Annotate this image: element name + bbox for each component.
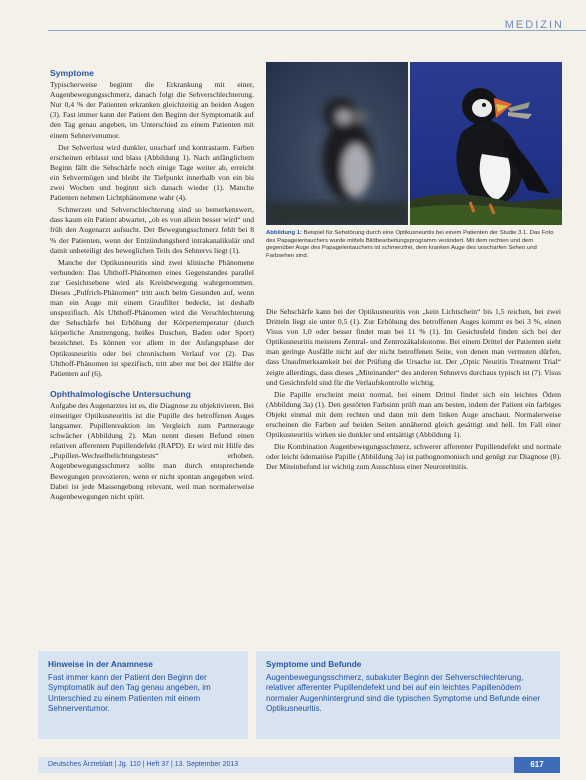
caption-label: Abbildung 1: bbox=[266, 230, 302, 236]
heading-symptome: Symptome bbox=[50, 68, 94, 78]
figure-1 bbox=[266, 62, 562, 225]
paragraph: Die Sehschärfe kann bei der Optikusneuritis von „kein Lichtschein“ bis 1,5 reichen, bei zwei Dritteln liegt sie unter 0,5 (1). Zur Erhöhung des betroffenen Auges kommt es bei 3 %, einen Visus von 1,0 oder besser findet man bei 11 % (1). Im Gesichtsfeld finden sich bei der Optikusneuritis meistens Zentral- und Zentrozäkalskotome. Bei einem Drittel der Patienten sieht man geringe Ausfälle nicht auf der nicht betroffenen Seite, von denen man vermuten dürfen, dass Unaufmerksamkeit bei der Prüfung die Ursache ist. Der „Optic Neuritis Treatment Trial“ zeigte allerdings, dass dieses „Miteinander“ des anderen Sehnervs durchaus typisch ist (7). Visus und Gesichtsfeld sind für die Verlaufskontrolle wichtig. bbox=[266, 307, 561, 387]
paragraph: Die Papille erscheint meist normal, bei einem Drittel findet sich ein leichtes Ödem (Abbildung 3a) (1). Den gestörten Farbsinn prüft man am besten, indem der Patient ein farbiges Objekt einmal mit dem rechten und dann mit dem linken Auge anschaut. Normalerweise erscheinen die Farben auf beiden Seiten annähernd gleich gesättigt und hell. Im Fall einer Optikusneuritis wirken sie dunkler und entsättigt (Abbildung 1). bbox=[266, 389, 561, 440]
page-number: 617 bbox=[514, 757, 560, 773]
info-box-title: Hinweise in der Anamnese bbox=[48, 659, 153, 669]
paragraph: Schmerzen und Sehverschlechterung sind so bemerkenswert, dass kaum ein Patient abwartet, „ob es von allein besser wird“ und früh den Augenarzt aufsucht. Der Bewegungsschmerz fehlt bei 8 % der Patienten, wenn der Entzündungsherd intrakanalikulär und damit unbeteiligt des beweglichen Teils des Sehnervs liegt (1). bbox=[50, 205, 254, 255]
blurred-puffin-photo bbox=[266, 62, 408, 225]
left-column bbox=[50, 68, 254, 504]
page-footer bbox=[38, 757, 560, 773]
info-box-befunde bbox=[256, 651, 560, 739]
paragraph: Die Kombination Augenbewegungsschmerz, schwerer afferenter Pupillendefekt und normale oder leicht ödematöse Papille (Abbildung 3a) ist pathognomonisch und genügt zur Diagnose (8). Der Miteinbefund ist wichtig zum Ausschluss einer Neuroretinitis. bbox=[266, 442, 561, 472]
paragraph: Aufgabe des Augenarztes ist es, die Diagnose zu objektivieren. Bei einseitiger Optikusneuritis ist die Pupille des betroffenen Auges langsamer. Pupillenreaktion im Vergleich zum Partnerauge schwächer (Abbildung 2). Man nennt diesen Befund einen relativen afferenten Pupillendefekt (RAPD). Er wird mit Hilfe des „Pupillen-Wechselbelichtungstests“ erhoben. Augenbewegungsschmerz sollte man durch entsprechende Bewegungen provozieren, wenn er nicht spontan angegeben wird. Dabei ist jede Massengebung relevant, weil man normalerweise Augenbewegungen nicht spürt. bbox=[50, 400, 254, 501]
section-label: MEDIZIN bbox=[504, 19, 564, 31]
info-box-title: Symptome und Befunde bbox=[266, 659, 362, 669]
info-box-anamnese bbox=[38, 651, 248, 739]
right-column bbox=[266, 307, 561, 475]
sharp-puffin-photo bbox=[410, 62, 562, 225]
info-box-text: Augenbewegungsschmerz, subakuter Beginn der Sehverschlechterung, relativer afferenter Pupillendefekt und bei auf ein leichtes Papillenödem normaler Augenhintergrund sind die typischen Symptome und Befunde einer Optikusneuritis. bbox=[266, 673, 541, 714]
heading-untersuchung: Ophthalmologische Untersuchung bbox=[50, 388, 191, 399]
paragraph: Typischerweise beginnt die Erkrankung mit einer, Augenbewegungsschmerz, danach folgt die Sehverschlechterung. Nur 0,4 % der Patienten erkranken gleichzeitig an beiden Augen (3). Fast immer kann der Patient den Beginn der Symptomatik auf den Tag genau angeben, im Unterschied zu einem Patienten mit einem Sehnervenumor. bbox=[50, 80, 254, 140]
info-box-text: Fast immer kann der Patient den Beginn der Symptomatik auf den Tag genau angeben, im Unterschied zu einem Patienten mit einem Sehnerventumor. bbox=[48, 673, 211, 714]
caption-text: Beispiel für Sehstörung durch eine Optikusneuritis bei einem Patienten der Studie 3.1. Das Foto des Papageientauchers wurde mittels Bildbearbeitungsprogramm verändert. Mit dem rechten und dem gegenüber Auge des Papageientauchers ist schmerzfrei, dem kranken Auge des unscharfen Sehen und Farbsehen sind. bbox=[266, 230, 554, 259]
figure-caption bbox=[266, 230, 562, 260]
journal-citation: Deutsches Ärzteblatt | Jg. 110 | Heft 37 | 13. September 2013 bbox=[48, 761, 239, 768]
paragraph: Manche der Optikusneuritis sind zwei klinische Phänomene verbunden: Das Uhthoff-Phänomen eines Gegenstandes parallel zur Gesichtsebene wird als Kreisbewegung wahrgenommen. Dieses „Pulfrich-Phänomen“ tritt auch beim Gesunden auf, wenn man ein Auge mit einem Graufilter bedeckt, ist deshalb unspezifisch. Als Uhthoff-Phänomen wird die Verschlechterung der Sehschärfe bei Erhöhung der Körpertemperatur (durch körperliche Anstrengung, heißes Duschen, Baden oder Sport) bezeichnet. Es können vor allem in der Anfangsphase der Optikusneuritis oder bei chronischem Verlauf vor (2). Das Uhthoff-Phänomen ist spezifisch, tritt aber nur bei der Hälfte der Patienten auf (6). bbox=[50, 257, 254, 378]
paragraph: Der Sehverlust wird dunkler, unscharf und kontrastarm. Farben erscheinen erblasst und blass (Abbildung 1). Nach anfänglichem Beginn fällt die Sehschärfe noch einige Tage weiter ab, erreicht ein Sehvermögen und bleibt ihr Tiefpunkt innerhalb von ein bis zwei Wochen und beginnt sich danach wieder (1). Manche Patienten nehmen Lichtphänomene wahr (4). bbox=[50, 142, 254, 203]
